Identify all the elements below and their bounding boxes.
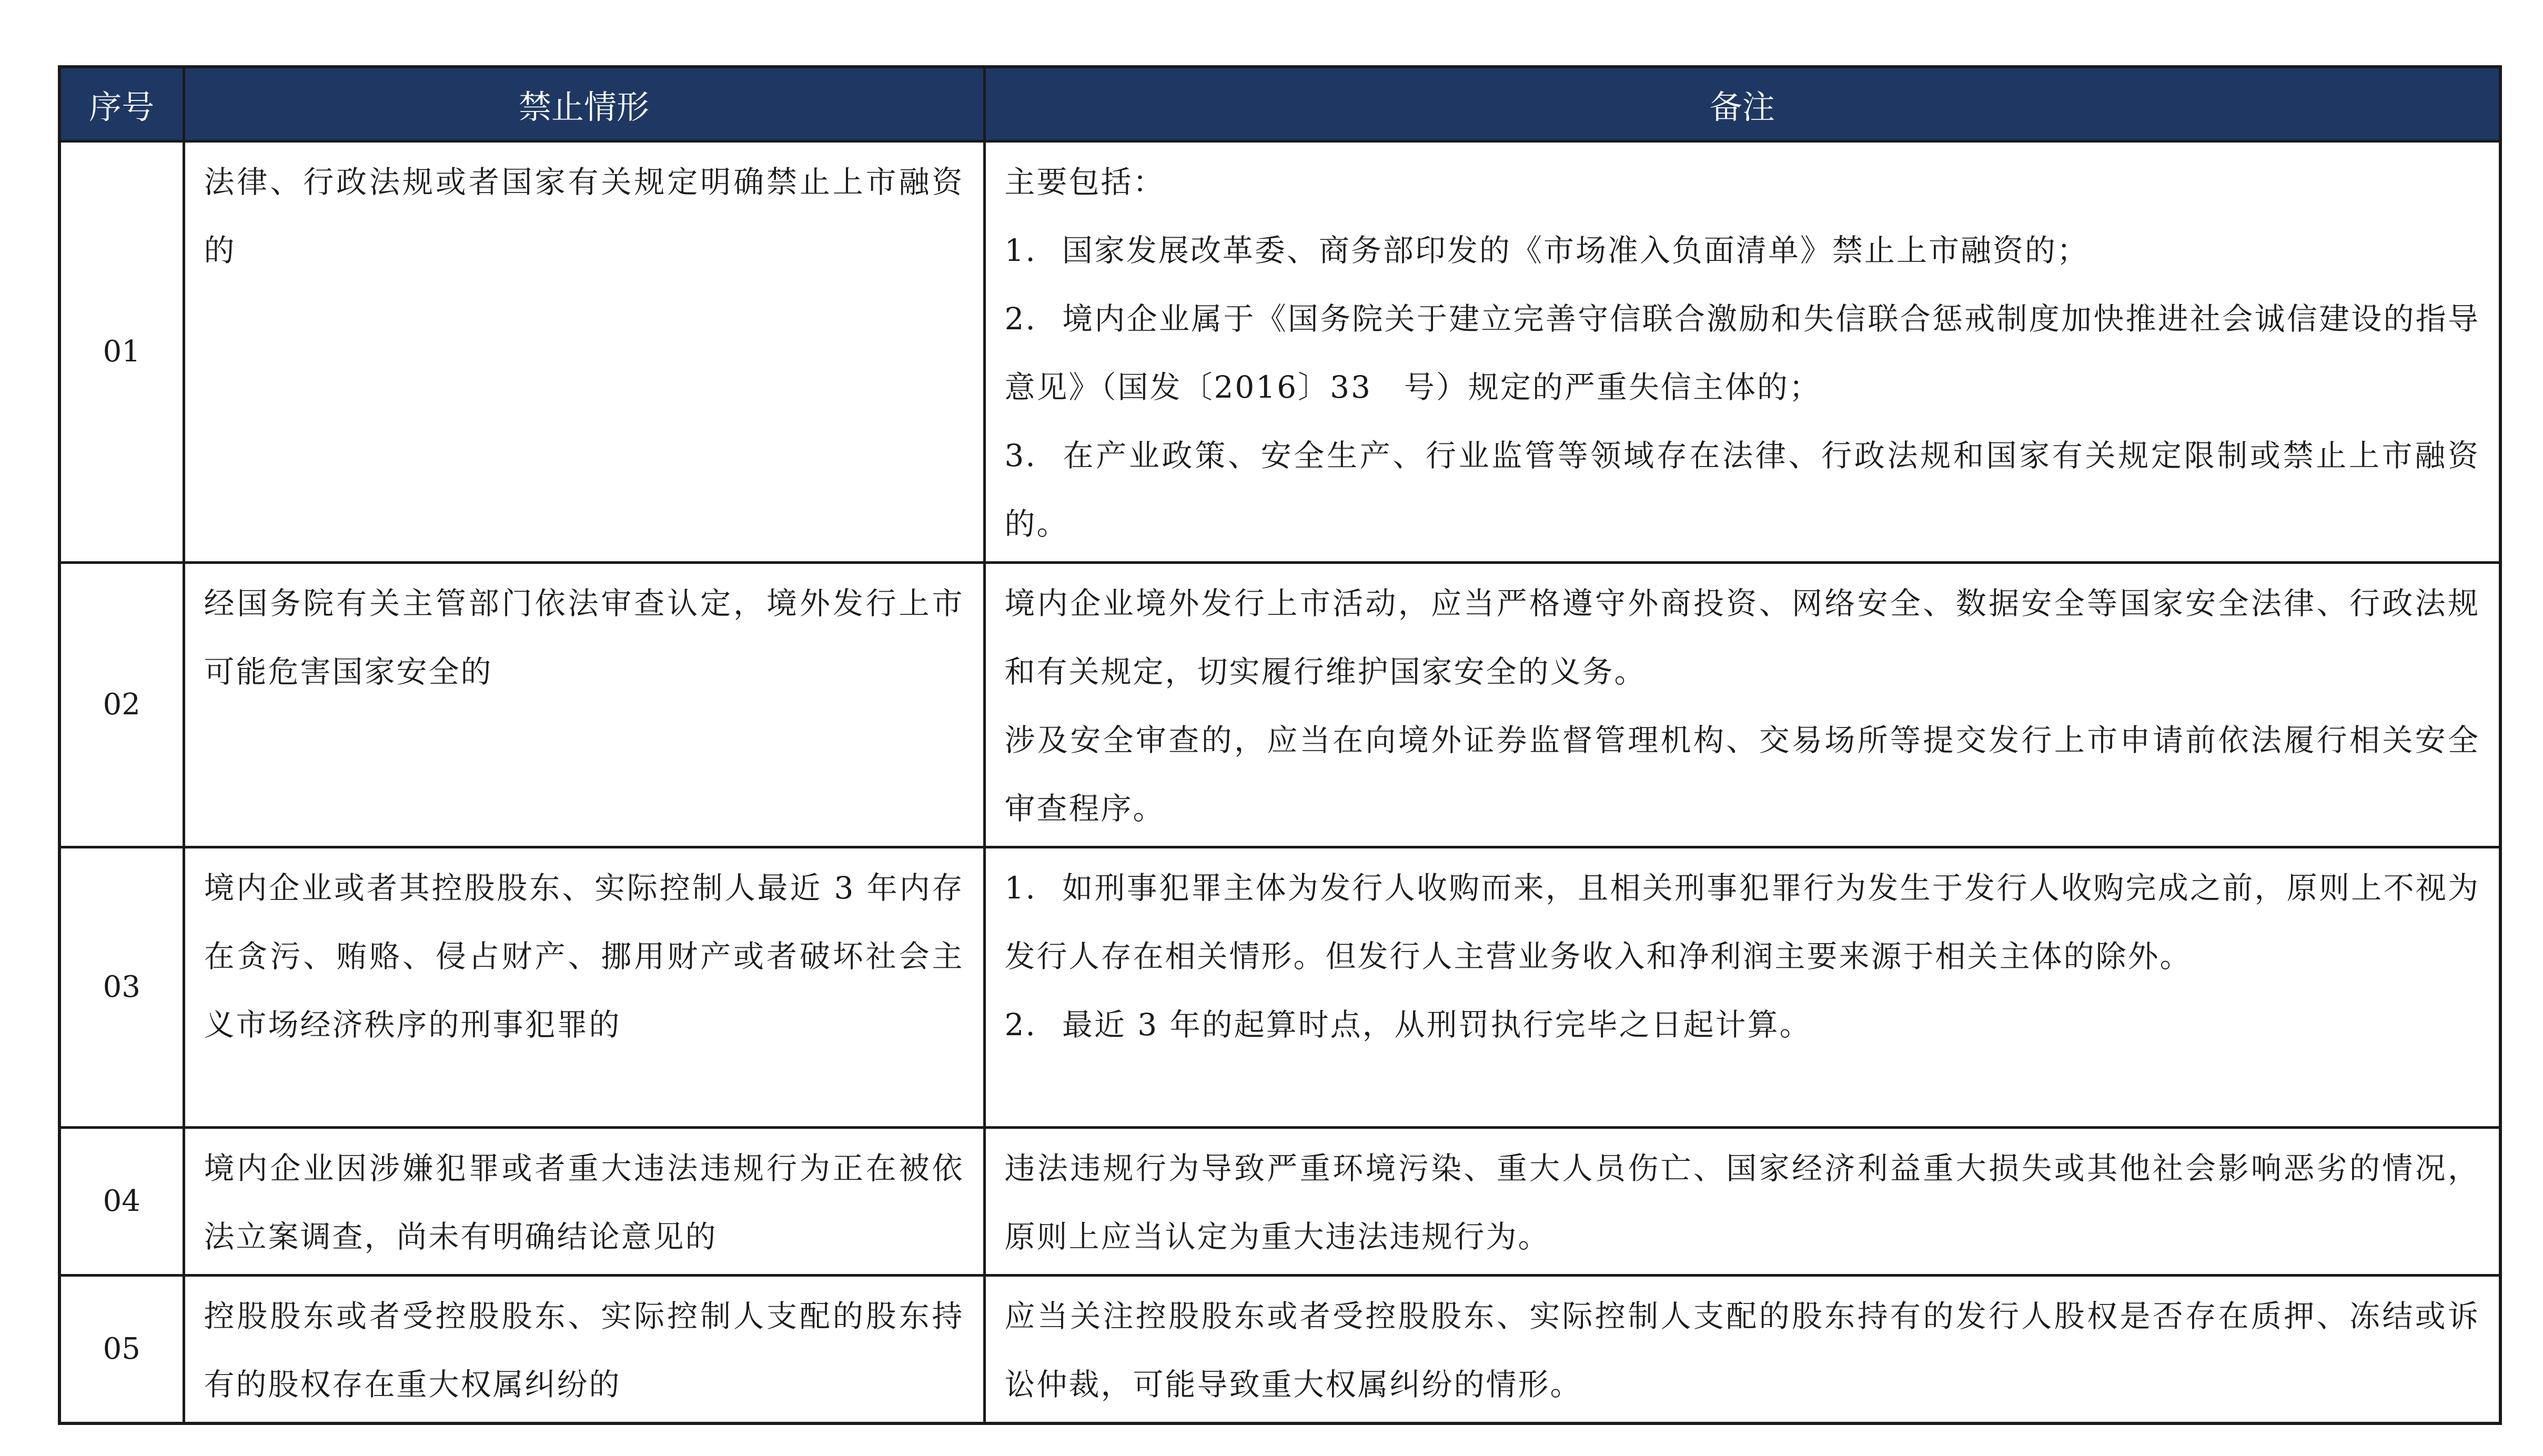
serial-number-cell: 04 xyxy=(59,1128,184,1276)
remark-text: 如刑事犯罪主体为发行人收购而来，且相关刑事犯罪行为发生于发行人收购完成之前，原则上不视为发行人存在相关情形。但发行人主营业务收入和净利润主要来源于相关主体的除外。 xyxy=(1004,870,2480,974)
prohibited-situations-table xyxy=(58,65,2502,1425)
remark-cell xyxy=(984,847,2500,1128)
remark-text: 最近 3 年的起算时点，从刑罚执行完毕之日起计算。 xyxy=(1062,1007,1812,1043)
remark-line xyxy=(1005,421,2480,558)
table-row xyxy=(59,1128,2500,1276)
header-prohibited-situation: 禁止情形 xyxy=(184,67,984,141)
remark-text: 违法违规行为导致严重环境污染、重大人员伤亡、国家经济利益重大损失或其他社会影响恶劣的情况，原则上应当认定为重大违法违规行为。 xyxy=(1004,1150,2480,1255)
remark-line xyxy=(1005,1282,2480,1419)
remark-line xyxy=(1005,706,2480,843)
remark-item-number: 2. xyxy=(1004,1007,1037,1043)
remark-text: 主要包括： xyxy=(1004,164,1165,200)
remark-line xyxy=(1005,1134,2480,1271)
situation-cell: 法律、行政法规或者国家有关规定明确禁止上市融资的 xyxy=(184,141,984,563)
table-row xyxy=(59,1276,2500,1424)
remark-line xyxy=(1005,148,2480,216)
situation-cell: 控股股东或者受控股股东、实际控制人支配的股东持有的股权存在重大权属纠纷的 xyxy=(184,1276,984,1424)
situation-cell: 境内企业因涉嫌犯罪或者重大违法违规行为正在被依法立案调查，尚未有明确结论意见的 xyxy=(184,1128,984,1276)
remark-cell xyxy=(984,141,2500,563)
remark-text: 在产业政策、安全生产、行业监管等领域存在法律、行政法规和国家有关规定限制或禁止上市融资的。 xyxy=(1004,438,2480,542)
header-serial-number: 序号 xyxy=(59,67,184,141)
remark-text: 国家发展改革委、商务部印发的《市场准入负面清单》禁止上市融资的； xyxy=(1062,232,2089,268)
remark-item-number: 1. xyxy=(1004,232,1037,268)
header-remarks: 备注 xyxy=(984,67,2500,141)
remark-text: 境内企业属于《国务院关于建立完善守信联合激励和失信联合惩戒制度加快推进社会诚信建设的指导意见》（国发〔2016〕33 号）规定的严重失信主体的； xyxy=(1004,301,2480,405)
remark-line xyxy=(1005,285,2480,421)
remark-cell xyxy=(984,563,2500,847)
prohibited-situations-table-wrapper xyxy=(58,65,2499,1425)
remark-text: 应当关注控股股东或者受控股股东、实际控制人支配的股东持有的发行人股权是否存在质押、冻结或诉讼仲裁，可能导致重大权属纠纷的情形。 xyxy=(1004,1298,2480,1402)
remark-line xyxy=(1005,216,2480,285)
serial-number-cell: 01 xyxy=(59,141,184,563)
table-header-row xyxy=(59,67,2500,141)
remark-item-number: 2. xyxy=(1004,301,1037,337)
remark-line xyxy=(1005,569,2480,706)
table-row xyxy=(59,141,2500,563)
serial-number-cell: 02 xyxy=(59,563,184,847)
remark-cell xyxy=(984,1276,2500,1424)
serial-number-cell: 05 xyxy=(59,1276,184,1424)
situation-cell: 境内企业或者其控股股东、实际控制人最近 3 年内存在贪污、贿赂、侵占财产、挪用财产或者破坏社会主义市场经济秩序的刑事犯罪的 xyxy=(184,847,984,1128)
remark-line xyxy=(1005,990,2480,1059)
remark-item-number: 3. xyxy=(1004,438,1037,473)
table-row xyxy=(59,847,2500,1128)
remark-item-number: 1. xyxy=(1004,870,1037,906)
table-row xyxy=(59,563,2500,847)
remark-text: 境内企业境外发行上市活动，应当严格遵守外商投资、网络安全、数据安全等国家安全法律、行政法规和有关规定，切实履行维护国家安全的义务。 xyxy=(1004,585,2480,690)
remark-line xyxy=(1005,854,2480,990)
remark-cell xyxy=(984,1128,2500,1276)
remark-text: 涉及安全审查的，应当在向境外证券监督管理机构、交易场所等提交发行上市申请前依法履行相关安全审查程序。 xyxy=(1004,722,2480,826)
serial-number-cell: 03 xyxy=(59,847,184,1128)
situation-cell: 经国务院有关主管部门依法审查认定，境外发行上市可能危害国家安全的 xyxy=(184,563,984,847)
